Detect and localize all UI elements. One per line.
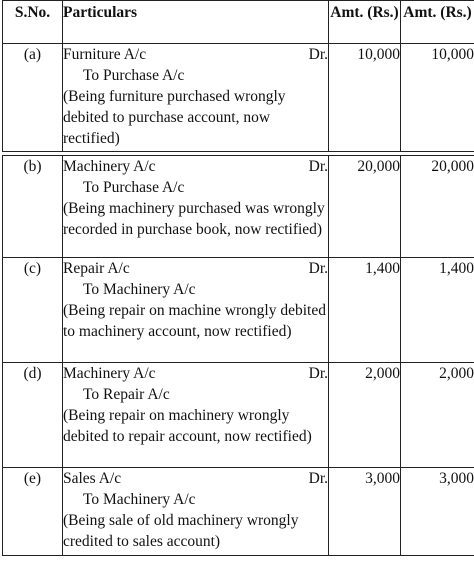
entry-particulars [63,363,329,468]
journal-entry-b [3,156,474,258]
credit-amount: 2,000 [401,363,474,468]
journal-entry-a [3,44,474,152]
debit-amount: 1,400 [329,258,401,363]
journal-entry-c [3,258,474,363]
narration: (Being sale of old machinery wrongly credited to sales account) [63,512,299,550]
credit-amount: 1,400 [401,258,474,363]
dr-marker: Dr. [308,365,328,382]
credit-account: To Purchase A/c [83,179,185,196]
debit-account: Repair A/c [63,260,130,277]
credit-account: To Machinery A/c [83,281,196,298]
dr-marker: Dr. [308,46,328,63]
narration: (Being machinery purchased was wrongly recorded in purchase book, now rectified) [63,200,325,238]
dr-marker: Dr. [308,260,328,277]
debit-account: Machinery A/c [63,365,156,382]
entry-particulars [63,258,329,363]
debit-amount: 20,000 [329,156,401,258]
credit-account: To Repair A/c [83,386,170,403]
header-sno: S.No. [3,1,63,44]
credit-amount: 10,000 [401,44,474,152]
debit-account: Machinery A/c [63,158,156,175]
entry-particulars [63,156,329,258]
narration: (Being furniture purchased wrongly debited to purchase account, now rectified) [63,88,286,147]
credit-amount: 3,000 [401,468,474,556]
entry-particulars [63,468,329,556]
journal-entry-d [3,363,474,468]
header-amount-credit: Amt. (Rs.) [401,1,474,44]
dr-marker: Dr. [308,158,328,175]
entry-sno: (c) [3,258,63,363]
debit-amount: 2,000 [329,363,401,468]
credit-account: To Machinery A/c [83,491,196,508]
journal-entry-e [3,468,474,556]
debit-account: Sales A/c [63,470,122,487]
dr-marker: Dr. [308,470,328,487]
header-amount-debit: Amt. (Rs.) [329,1,401,44]
credit-account: To Purchase A/c [83,67,185,84]
credit-amount: 20,000 [401,156,474,258]
entry-sno: (e) [3,468,63,556]
header-particulars: Particulars [63,1,329,44]
entry-sno: (a) [3,44,63,152]
narration: (Being repair on machinery wrongly debited to repair account, now rectified) [63,407,312,445]
table-header-row [3,1,474,44]
journal-table-bottom [2,155,474,556]
journal-table-top [2,0,474,152]
entry-sno: (b) [3,156,63,258]
debit-amount: 3,000 [329,468,401,556]
debit-amount: 10,000 [329,44,401,152]
debit-account: Furniture A/c [63,46,147,63]
entry-particulars [63,44,329,152]
entry-sno: (d) [3,363,63,468]
narration: (Being repair on machine wrongly debited to machinery account, now rectified) [63,302,326,340]
